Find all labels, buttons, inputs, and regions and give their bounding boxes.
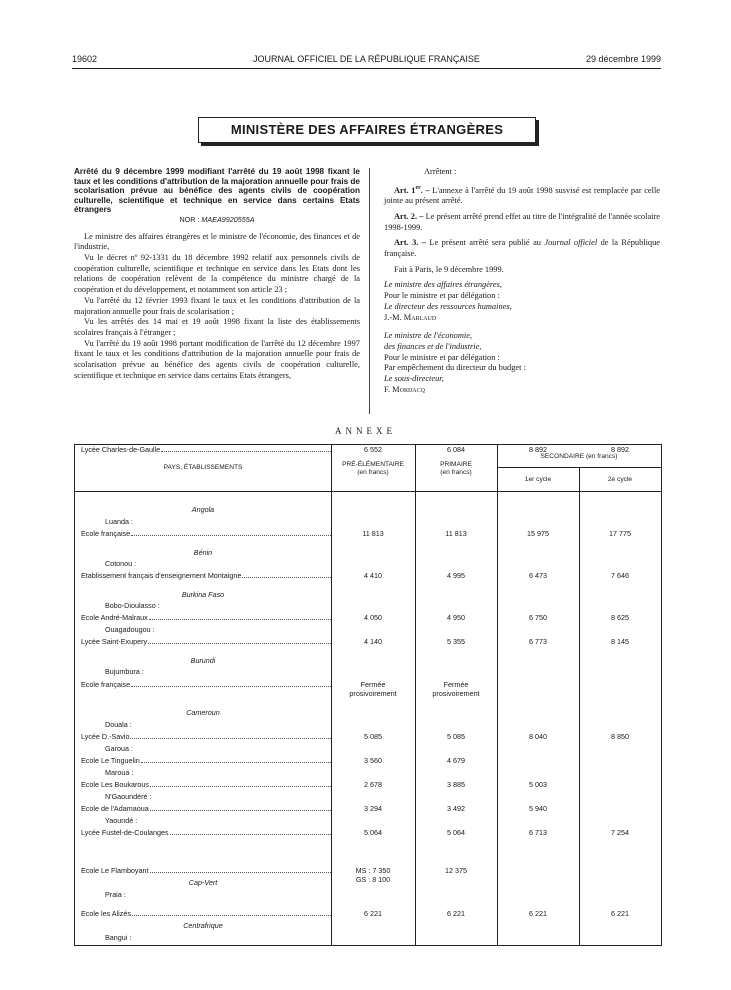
- pre-elementaire-value: 11 813: [362, 529, 384, 538]
- city-row: [75, 933, 661, 943]
- cycle-2-value: 8 625: [611, 613, 629, 622]
- table-row: [75, 756, 661, 766]
- country-name: Cap-Vert: [188, 878, 218, 887]
- cycle-1-value: 15 975: [527, 529, 549, 538]
- nor-label: NOR :: [179, 214, 200, 224]
- table-row: [75, 780, 661, 790]
- primaire-value: 3 885: [447, 780, 465, 789]
- article-3-label: Art. 3. –: [394, 238, 426, 248]
- running-header: [72, 54, 661, 66]
- ministry-heading: MINISTÈRE DES AFFAIRES ÉTRANGÈRES: [198, 117, 536, 143]
- sig2-impediment: Par empêchement du directeur du budget :: [384, 363, 526, 373]
- city-row: [75, 890, 661, 900]
- country-row: [75, 590, 661, 600]
- header-cycle-1: 1er cycle: [524, 476, 552, 483]
- establishment-name: [81, 680, 331, 690]
- header-cycle-2: 2e cycle: [607, 476, 633, 483]
- pre-elementaire-value: 6 552: [364, 445, 382, 454]
- establishment-label: Ecole de l'Adamaoua: [81, 804, 149, 813]
- country-name: Burkina Faso: [181, 590, 225, 599]
- primaire-value: 3 492: [447, 804, 465, 813]
- city-name: Bangui :: [105, 933, 132, 942]
- establishment-name: [81, 756, 331, 766]
- establishment-label: Ecole Les Boukarous: [81, 780, 149, 789]
- sig1-role: Le directeur des ressources humaines,: [384, 301, 512, 311]
- establishment-label: Etablissement français d'enseignement Montaigne: [81, 571, 242, 580]
- establishment-label: Lycée Charles-de-Gaulle: [81, 445, 161, 454]
- establishment-label: Lycée Saint-Exupery: [81, 637, 148, 646]
- establishment-name: [81, 529, 331, 539]
- leader-dots: [131, 534, 331, 536]
- establishment-name: [81, 637, 331, 647]
- country-row: [75, 878, 661, 888]
- table-hrule: [497, 467, 661, 468]
- sig2-name: F. Mordacq: [384, 384, 425, 394]
- primaire-value: 5 085: [447, 732, 465, 741]
- primaire-value: 6 084: [447, 445, 465, 454]
- city-name: Cotonou :: [105, 559, 137, 568]
- cycle-2-value: 7 646: [611, 571, 629, 580]
- preamble-visa-decret: Vu le décret nº 92-1331 du 18 décembre 1992 relatif aux personnels civils de coopération culturelle, scientifique et technique en service dans les Etats dont les relations de coopération relèvent de la compétence du ministre chargé de la coopération et du développement, et notamment son article 23 ;: [74, 253, 360, 295]
- city-row: [75, 625, 661, 635]
- cycle-1-value: 6 773: [529, 637, 547, 646]
- country-name: Centrafrique: [183, 921, 223, 930]
- establishment-label: Ecole Le Flamboyant: [81, 866, 149, 875]
- article-3-journal: Journal officiel: [544, 238, 598, 248]
- header-primaire: [415, 461, 497, 477]
- left-column: [74, 167, 360, 382]
- nor-reference: [74, 215, 360, 226]
- header-pre-label: PRÉ-ÉLÉMENTAIRE: [342, 461, 404, 468]
- primaire-value: 11 813: [445, 529, 467, 538]
- leader-dots: [149, 618, 331, 620]
- leader-dots: [150, 785, 331, 787]
- article-2: [384, 212, 660, 233]
- pre-elementaire-value: 6 221: [364, 909, 382, 918]
- sig2-role: Le sous-directeur,: [384, 374, 444, 384]
- preamble-visa-1993: Vu l'arrêté du 12 février 1993 fixant le taux et les conditions d'attribution de la majoration annuelle pour frais de scolarisation ;: [74, 295, 360, 316]
- establishment-name: [81, 732, 331, 742]
- city-name: Douala :: [105, 720, 132, 729]
- leader-dots: [170, 833, 331, 835]
- country-name: Burundi: [190, 656, 216, 665]
- city-name: N'Gaoundéré :: [105, 792, 152, 801]
- table-row: [75, 804, 661, 814]
- leader-dots: [150, 871, 331, 873]
- sig1-name: J.-M. Marlaud: [384, 312, 437, 322]
- header-pre-elementaire: [331, 461, 415, 477]
- table-row: [75, 529, 661, 539]
- cycle-2-value: 8 145: [611, 637, 629, 646]
- establishment-name: [81, 780, 331, 790]
- arrete-title: Arrêté du 9 décembre 1999 modifiant l'arrêté du 19 août 1998 fixant le taux et les conditions d'attribution de la majoration annuelle pour frais de scolarisation prévue au bénéfice des agents civils de coopération culturelle, scientifique et technique en service dans certains Etats étrangers: [74, 167, 360, 215]
- table-row: [75, 680, 661, 698]
- cycle-1-value: 8 040: [529, 732, 547, 741]
- city-row: [75, 667, 661, 677]
- column-divider: [369, 168, 370, 414]
- leader-dots: [148, 642, 331, 644]
- city-row: [75, 559, 661, 569]
- city-name: Praia :: [105, 890, 126, 899]
- city-name: Luanda :: [105, 517, 133, 526]
- article-2-label: Art. 2. –: [394, 211, 424, 221]
- page-number: 19602: [72, 54, 98, 64]
- establishment-name: [81, 866, 331, 876]
- issue-date: 29 décembre 1999: [585, 54, 661, 64]
- sig2-title2: des finances et de l'industrie,: [384, 341, 482, 351]
- arretent: Arrêtent :: [424, 167, 457, 176]
- cycle-2-value: 8 892: [611, 445, 629, 454]
- primaire-value: 12 375: [445, 866, 467, 875]
- establishment-name: [81, 613, 331, 623]
- leader-dots: [242, 576, 331, 578]
- establishment-label: Lycée D.-Savio: [81, 732, 130, 741]
- header-rule: [72, 68, 661, 69]
- signature-affaires-etrangeres: [384, 280, 660, 323]
- pre-elementaire-value: MS : 7 350 GS : 8 100: [355, 866, 391, 884]
- country-row: [75, 708, 661, 718]
- country-row: [75, 656, 661, 666]
- preamble-ministers: Le ministre des affaires étrangères et le ministre de l'économie, des finances et de l'industrie,: [74, 231, 360, 252]
- leader-dots: [150, 809, 331, 811]
- leader-dots: [130, 737, 331, 739]
- article-2-text: Le présent arrêté prend effet au titre de l'intégralité de l'année scolaire 1998-1999.: [384, 211, 660, 232]
- cycle-1-value: 6 221: [529, 909, 547, 918]
- establishment-name: [81, 571, 331, 581]
- header-pre-unit: (en francs): [357, 469, 389, 476]
- primaire-value: 5 064: [447, 828, 465, 837]
- cycle-1-value: 5 940: [529, 804, 547, 813]
- sig2-title1: Le ministre de l'économie,: [384, 331, 473, 341]
- establishment-name: [81, 909, 331, 919]
- article-1-text: L'annexe à l'arrêté du 19 août 1998 susvisé est remplacée par celle jointe au présent arrêté.: [384, 185, 660, 206]
- sig2-delegation: Pour le ministre et par délégation :: [384, 352, 500, 362]
- city-name: Garoua :: [105, 744, 133, 753]
- leader-dots: [132, 914, 331, 916]
- primaire-value: 4 950: [447, 613, 465, 622]
- pre-elementaire-value: 5 085: [364, 732, 382, 741]
- pre-elementaire-value: 4 410: [364, 571, 382, 580]
- city-row: [75, 744, 661, 754]
- city-name: Bobo-Dioulasso :: [105, 601, 160, 610]
- cycle-1-value: 6 750: [529, 613, 547, 622]
- table-row: [75, 571, 661, 581]
- signature-economie: [384, 331, 554, 395]
- annexe-title: ANNEXE: [335, 426, 396, 436]
- fait-a-paris: Fait à Paris, le 9 décembre 1999.: [394, 264, 504, 274]
- establishment-name: [81, 445, 331, 455]
- establishment-label: Ecole française: [81, 680, 131, 689]
- city-name: Bujumbura :: [105, 667, 144, 676]
- city-row: [75, 768, 661, 778]
- cycle-1-value: 8 892: [529, 445, 547, 454]
- nor-value: MAEA9920555A: [201, 214, 255, 224]
- city-row: [75, 792, 661, 802]
- table-row: [75, 637, 661, 647]
- journal-title: JOURNAL OFFICIEL DE LA RÉPUBLIQUE FRANÇAISE: [253, 54, 480, 64]
- primaire-value: 4 995: [447, 571, 465, 580]
- cycle-2-value: 17 775: [609, 529, 631, 538]
- country-name: Angola: [191, 505, 215, 514]
- right-column: [384, 167, 660, 395]
- pre-elementaire-value: 5 064: [364, 828, 382, 837]
- table-header-rule: [75, 491, 661, 492]
- pre-elementaire-value: Fermée prosivoirement: [349, 680, 397, 698]
- preamble-visa-liste: Vu les arrêtés des 14 mai et 19 août 1998 fixant la liste des établissements scolaires français à l'étranger ;: [74, 317, 360, 337]
- leader-dots: [161, 450, 331, 452]
- country-name: Bénin: [193, 548, 213, 557]
- primaire-value: Fermée prosivoirement: [432, 680, 480, 698]
- city-row: [75, 720, 661, 730]
- country-name: Cameroun: [186, 708, 220, 717]
- cycle-2-value: 6 221: [611, 909, 629, 918]
- establishment-label: Ecole française: [81, 529, 131, 538]
- establishment-name: [81, 804, 331, 814]
- city-name: Yaoundé :: [105, 816, 138, 825]
- establishment-label: Lycée Fustel-de-Coulanges: [81, 828, 169, 837]
- table-row: [75, 613, 661, 623]
- establishment-label: Ecole Le Tinguelin: [81, 756, 140, 765]
- header-pays: PAYS, ÉTABLISSEMENTS: [163, 464, 243, 471]
- table-row: [75, 445, 661, 455]
- cycle-1-value: 6 713: [529, 828, 547, 837]
- cycle-1-value: 5 003: [529, 780, 547, 789]
- cycle-2-value: 7 254: [611, 828, 629, 837]
- cycle-2-value: 8 850: [611, 732, 629, 741]
- city-row: [75, 517, 661, 527]
- establishment-label: Ecole André-Malraux: [81, 613, 148, 622]
- pre-elementaire-value: 4 050: [364, 613, 382, 622]
- city-name: Ouagadougou :: [105, 625, 155, 634]
- establishment-label: Ecole les Alizés: [81, 909, 131, 918]
- primaire-value: 4 679: [447, 756, 465, 765]
- article-3-text-after: de la République française.: [384, 238, 661, 259]
- pre-elementaire-value: 2 678: [364, 780, 382, 789]
- country-row: [75, 921, 661, 931]
- article-1: [384, 183, 660, 207]
- pre-elementaire-value: 3 560: [364, 756, 382, 765]
- header-prim-label: PRIMAIRE: [440, 461, 472, 468]
- country-row: [75, 505, 661, 515]
- article-3: [384, 238, 660, 259]
- header-prim-unit: (en francs): [440, 469, 472, 476]
- sig1-title: Le ministre des affaires étrangères,: [384, 280, 502, 290]
- article-1-label: Art. 1er. –: [394, 184, 430, 195]
- pre-elementaire-value: 4 140: [364, 637, 382, 646]
- annexe-table: [74, 444, 662, 946]
- primaire-value: 5 355: [447, 637, 465, 646]
- pre-elementaire-value: 3 294: [364, 804, 382, 813]
- sig1-delegation: Pour le ministre et par délégation :: [384, 291, 500, 301]
- article-3-text-before: Le présent arrêté sera publié au: [429, 238, 541, 248]
- cycle-1-value: 6 473: [529, 571, 547, 580]
- city-row: [75, 601, 661, 611]
- leader-dots: [131, 685, 331, 687]
- table-row: [75, 909, 661, 919]
- primaire-value: 6 221: [447, 909, 465, 918]
- establishment-name: [81, 828, 331, 838]
- country-row: [75, 548, 661, 558]
- table-row: [75, 828, 661, 838]
- table-row: [75, 732, 661, 742]
- city-name: Maroua :: [105, 768, 134, 777]
- preamble-visa-1998: Vu l'arrêté du 19 août 1998 portant modification de l'arrêté du 12 décembre 1997 fixant le taux et les conditions d'attribution de la majoration annuelle pour frais de scolarisation prévue au bénéfice des agents civils de coopération culturelle, scientifique et technique en service dans certains Etats étrangers,: [74, 338, 360, 380]
- leader-dots: [141, 761, 331, 763]
- header-secondaire: SECONDAIRE (en francs): [540, 453, 618, 460]
- city-row: [75, 816, 661, 826]
